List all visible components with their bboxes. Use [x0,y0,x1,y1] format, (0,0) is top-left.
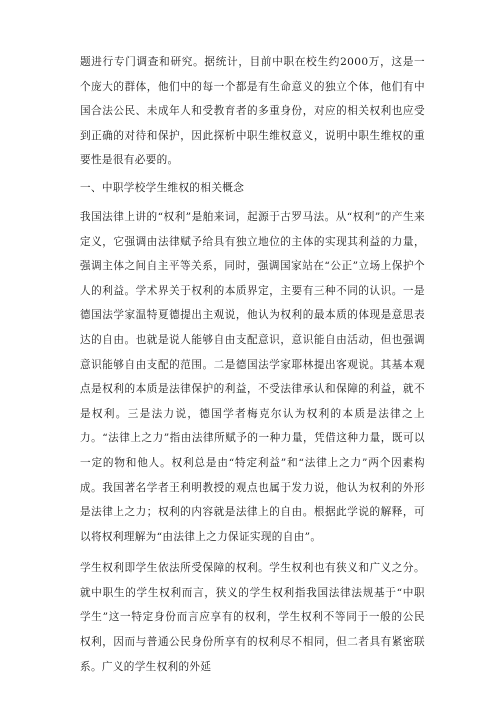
section-heading: 一、中职学校学生维权的相关概念 [80,181,245,194]
paragraph-student-rights: 学生权利即学生依法所受保障的权利。学生权利也有狭义和广义之分。就中职生的学生权利而言，狭义的学生权利指我国法律法规基于“中职学生”这一特定身份而言应享有的权利，学生权利不等同于一般的公民权利，因而与普通公民身份所享有的权利尽不相同，但二者具有紧密联系。广义的学生权利的外延 [80,562,425,673]
paragraph-spacer [80,549,425,556]
paragraph-rights-concept: 我国法律上讲的“权利”是舶来词，起源于古罗马法。从“权利”的产生来定义，它强调由法律赋予给具有独立地位的主体的实现其利益的力量，强调主体之间自主平等关系，同时，强调国家站在“公正”立场上保护个人的利益。学术界关于权利的本质界定，主要有三种不同的认识。一是德国法学家温特夏德提出主观说，他认为权利的最本质的体现是意思表达的自由。也就是说人能够自由支配意识，意识能自由活动，但也强调意识能够自由支配的范围。二是德国法学家耶林提出客观说。其基本观点是权利的本质是法律保护的利益，不受法律承认和保障的利益，就不是权利。三是法力说，德国学者梅克尔认为权利的本质是法律之上力。“法律上之力”指由法律所赋予的一种力量，凭借这种力量，既可以一定的物和他人。权利总是由“特定利益”和“法律上之力”两个因素构成。我国著名学者王利明教授的观点也属于发力说，他认为权利的外形是法律上之力；权利的内容就是法律上的自由。根据此学说的解释，可以将权利理解为“由法律上之力保证实现的自由”。 [80,210,425,543]
document-page [80,50,425,679]
paragraph-intro: 题进行专门调查和研究。据统计，目前中职在校生约2000万，这是一个庞大的群体，他们中的每一个都是有生命意义的独立个体，他们有中国合法公民、未成年人和受教育者的多重身份，对应的相关权利也应受到正确的对待和保护，因此探析中职生维权意义，说明中职生维权的重要性是很有必要的。 [80,56,425,167]
